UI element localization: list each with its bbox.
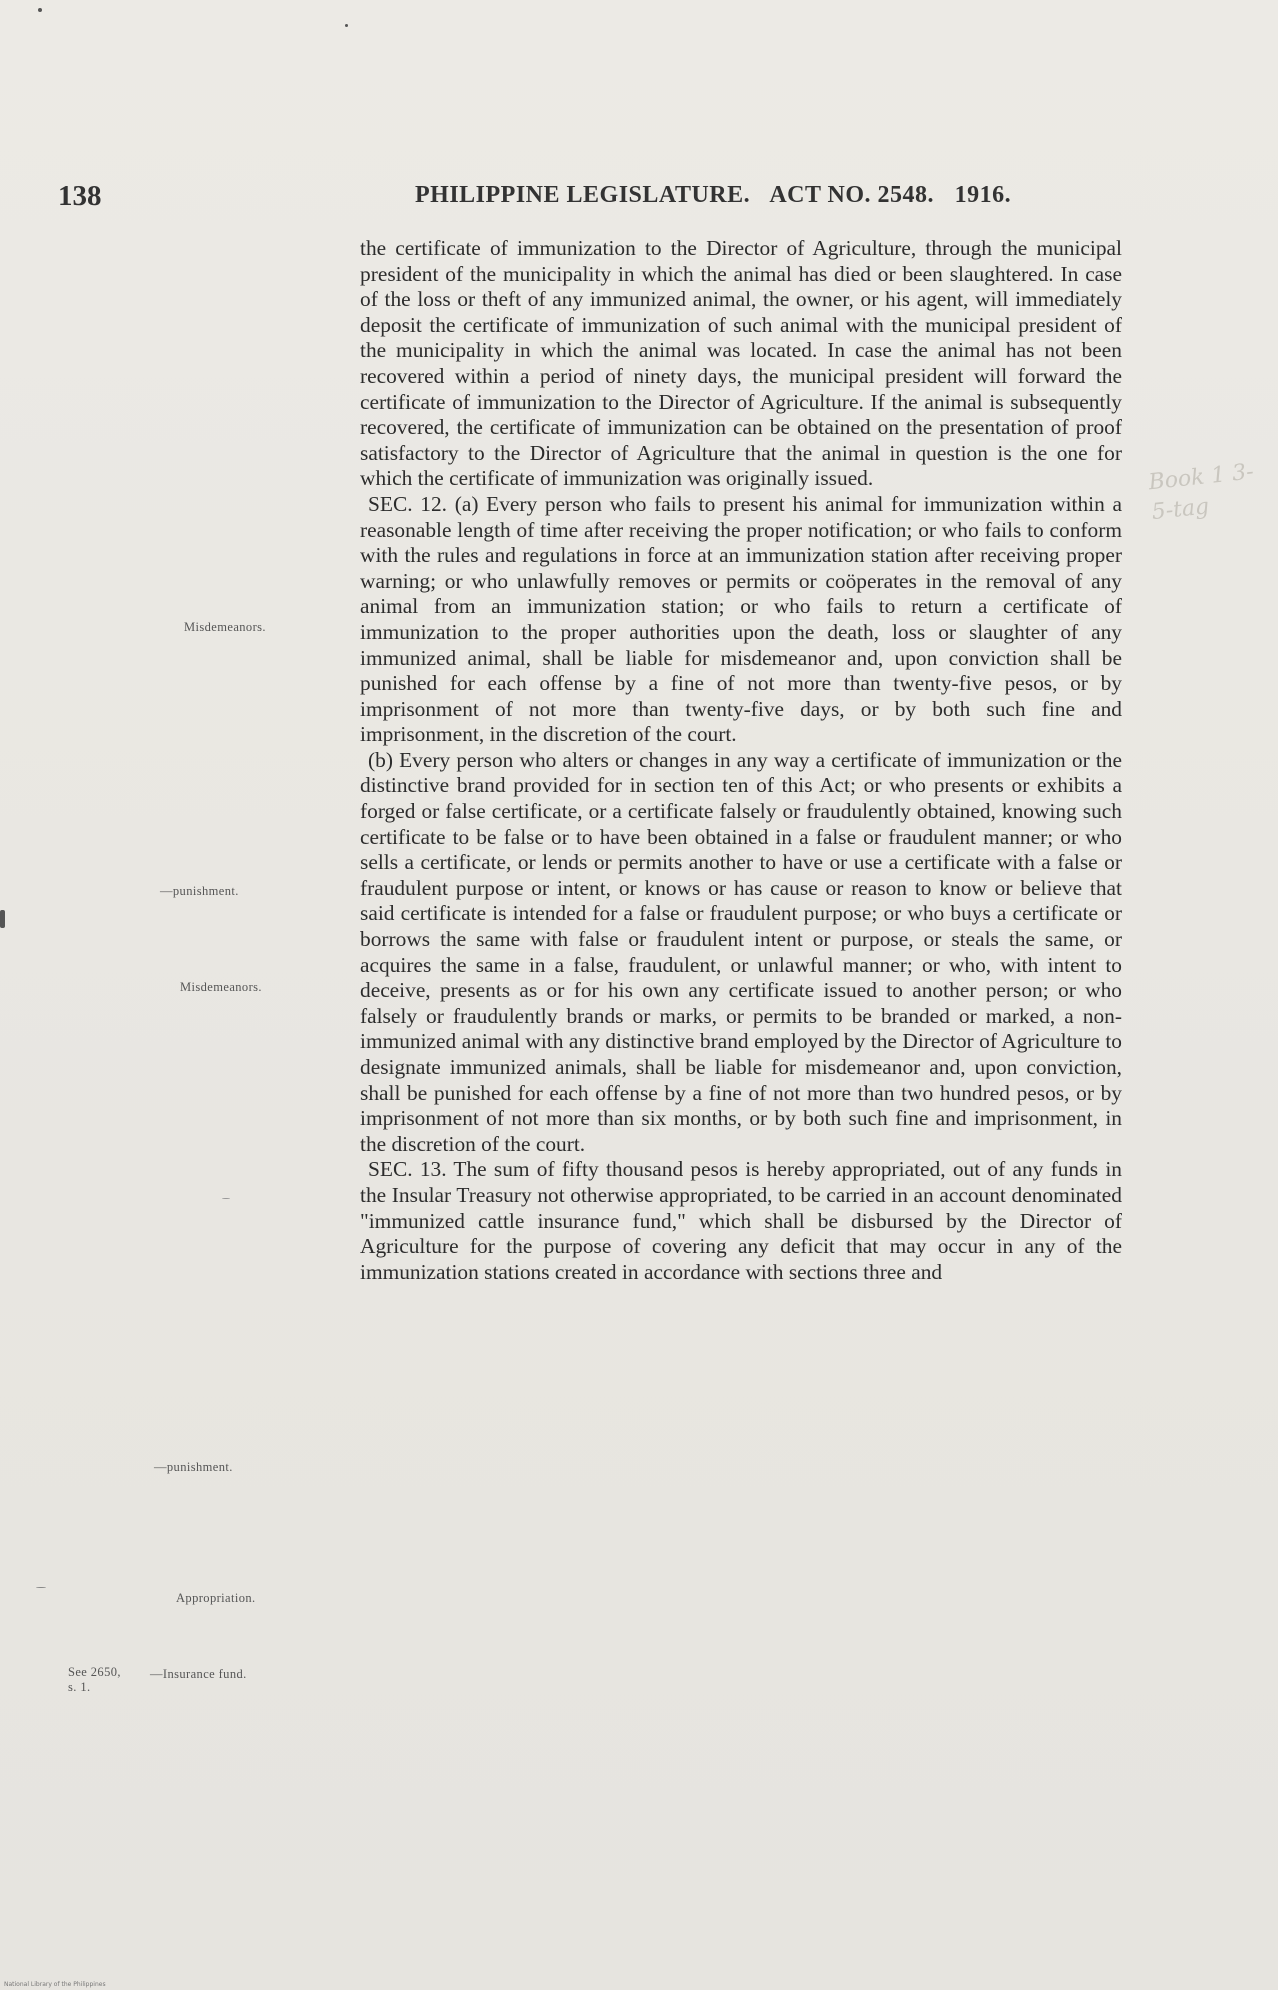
footer-credit: National Library of the Philippines: [4, 1981, 106, 1988]
act-number: ACT NO. 2548.: [769, 182, 935, 208]
margin-note-punishment: —punishment.: [160, 884, 239, 898]
margin-note-insurance-fund: —Insurance fund.: [150, 1667, 247, 1681]
pencil-annotation: Book 1 3-5-tag: [1147, 459, 1255, 526]
paragraph-section-13: SEC. 13. The sum of fifty thousand pesos is hereby appropriated, out of any funds in the Insular Treasury not otherwise appropriated, to be carried in an account denominated "immunized cattle insurance fund," which shall be disbursed by the Director of Agriculture for the purpose of covering any deficit that may occur in any of the immunization stations created in accordance with sections three and: [360, 1157, 1122, 1284]
margin-note-see-section: s. 1.: [68, 1680, 91, 1694]
running-head: [415, 182, 1025, 209]
scan-speck: [345, 24, 348, 27]
running-title: PHILIPPINE LEGISLATURE.: [415, 182, 751, 208]
act-year: 1916.: [954, 182, 1012, 208]
margin-note-see-reference: See 2650,: [68, 1665, 121, 1679]
page-number: 138: [58, 180, 102, 212]
scan-speck: [0, 910, 5, 928]
scan-speck: [38, 8, 42, 12]
paragraph-section-12a: SEC. 12. (a) Every person who fails to present his animal for immunization within a reasonable length of time after receiving the proper notification; or who fails to conform with the rules and regulations in force at an immunization station after receiving proper warning; or who unlawfully removes or permits or coöperates in the removal of any animal from an immunization station; or who fails to return a certificate of immunization to the proper authorities upon the death, loss or slaughter of any immunized animal, shall be liable for misdemeanor and, upon conviction shall be punished for each offense by a fine of not more than twenty-five pesos, or by imprisonment of not more than twenty-five days, or by both such fine and imprisonment, in the discretion of the court.: [360, 491, 1122, 747]
paragraph-section-12b: (b) Every person who alters or changes in any way a certificate of immunization or the distinctive brand provided for in section ten of this Act; or who presents or exhibits a forged or false certificate, or a certificate falsely or fraudulently obtained, knowing such certificate to be false or to have been obtained in a false or fraudulent manner; or who sells a certificate, or lends or permits another to have or use a certificate with a false or fraudulent purpose or intent, or knows or has cause or reason to know or believe that said certificate is intended for a false or fraudulent purpose; or who buys a certificate or borrows the same with false or fraudulent intent or purpose, or steals the same, or acquires the same in a false, fraudulent, or unlawful manner; or who, with intent to deceive, presents as or for his own any certificate issued to another person; or who falsely or fraudulently brands or marks, or permits to be branded or marked, a non-immunized animal with any distinctive brand employed by the Director of Agriculture to designate immunized animals, shall be liable for misdemeanor and, upon conviction, shall be punished for each offense by a fine of not more than two hundred pesos, or by imprisonment of not more than six months, or by both such fine and imprisonment, in the discretion of the court.: [360, 747, 1122, 1156]
body-text: [360, 236, 1122, 1285]
margin-note-appropriation: Appropriation.: [176, 1591, 256, 1605]
scan-speck: [36, 1587, 46, 1588]
margin-note-misdemeanors: Misdemeanors.: [184, 620, 266, 634]
margin-note-misdemeanors: Misdemeanors.: [180, 980, 262, 994]
paragraph-continuation: the certificate of immunization to the Director of Agriculture, through the municipal president of the municipality in which the animal has died or been slaughtered. In case of the loss or theft of any immunized animal, the owner, or his agent, will immediately deposit the certificate of immunization of such animal with the municipal president of the municipality in which the animal was located. In case the animal has not been recovered within a period of ninety days, the municipal president will forward the certificate of immunization to the Director of Agriculture. If the animal is subsequently recovered, the certificate of immunization can be obtained on the presentation of proof satisfactory to the Director of Agriculture that the animal in question is the one for which the certificate of immunization was originally issued.: [360, 236, 1122, 491]
margin-note-punishment: —punishment.: [154, 1460, 233, 1474]
scan-speck: [222, 1198, 230, 1199]
